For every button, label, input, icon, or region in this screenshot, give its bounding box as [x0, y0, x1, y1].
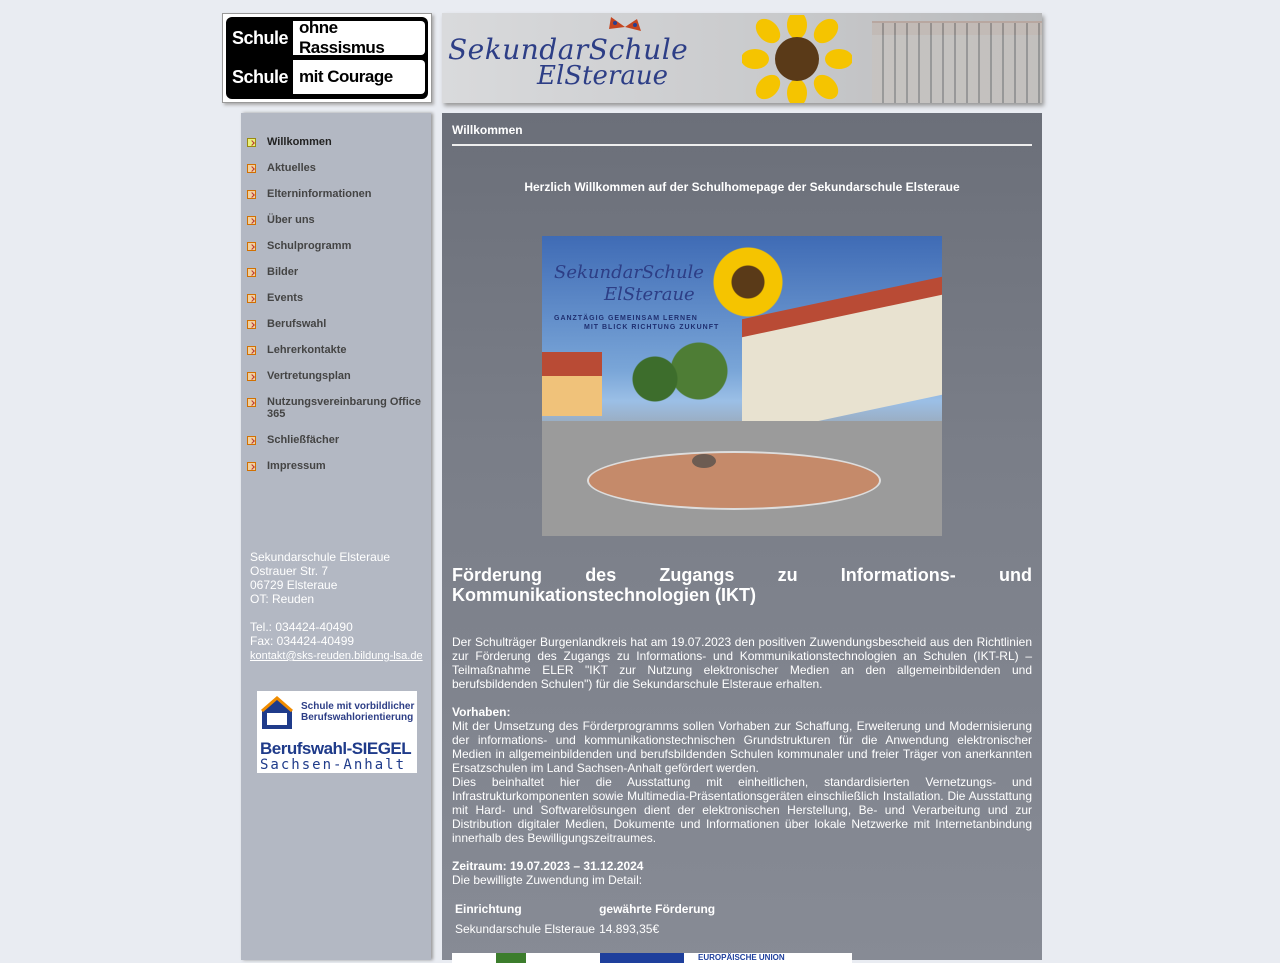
nav-item-label: Nutzungsvereinbarung Office 365 [267, 396, 422, 420]
funding-period: Zeitraum: 19.07.2023 – 31.12.2024 [452, 859, 644, 873]
table-header-row [453, 899, 717, 919]
banner-title-line2: ElSteraue [537, 61, 669, 91]
badge-line2: Berufswahlorientierung [301, 712, 414, 723]
nav-item-label: Elterninformationen [267, 188, 372, 200]
nav-item-willkommen[interactable] [241, 136, 431, 148]
school-photo [542, 236, 942, 536]
photo-slogan-line1: GANZTÄGIG GEMEINSAM LERNEN [554, 315, 698, 322]
eu-label: EUROPÄISCHE UNION [698, 953, 785, 962]
main-navigation [241, 136, 431, 486]
nav-item-label: Berufswahl [267, 318, 327, 330]
nav-item-label: Events [267, 292, 304, 304]
nav-arrow-icon [247, 138, 256, 147]
funding-table [453, 899, 717, 939]
nav-arrow-icon [247, 294, 256, 303]
nav-arrow-icon [247, 372, 256, 381]
nav-item-label: Impressum [267, 460, 326, 472]
badge-line1: Schule mit vorbildlicher [301, 701, 415, 712]
nav-item-label: Vertretungsplan [267, 370, 351, 382]
detail-intro: Die bewilligte Zuwendung im Detail: [452, 873, 643, 887]
school-banner [442, 13, 1042, 103]
address-street: Ostrauer Str. 7 [250, 564, 329, 578]
sidebar [241, 113, 431, 960]
logo-row2-left: Schule [229, 60, 293, 94]
page-title: Willkommen [452, 113, 1032, 146]
plans-label: Vorhaben: [452, 705, 511, 719]
address-phone: Tel.: 034424-40490 [250, 620, 353, 634]
nav-item-schulprogramm[interactable] [241, 240, 431, 252]
nav-item-aktuelles[interactable] [241, 162, 431, 174]
nav-arrow-icon [247, 320, 256, 329]
table-header-cell: gewährte Förderung [599, 902, 716, 916]
house-icon [260, 695, 294, 731]
table-cell: Sekundarschule Elsteraue [455, 922, 596, 936]
nav-arrow-icon [247, 268, 256, 277]
berufswahl-siegel-badge[interactable] [257, 691, 417, 773]
table-cell: 14.893,35€ [599, 922, 660, 936]
nav-item-schliessfaecher[interactable] [241, 434, 431, 446]
address-district: OT: Reuden [250, 592, 315, 606]
nav-arrow-icon [247, 436, 256, 445]
article-heading-line2: Kommunikationstechnologien (IKT) [452, 585, 756, 605]
nav-item-label: Willkommen [267, 136, 332, 148]
photo-title-line1: SekundarSchule [554, 262, 704, 283]
nav-item-label: Schulprogramm [267, 240, 352, 252]
nav-item-events[interactable] [241, 292, 431, 304]
address-city: 06729 Elsteraue [250, 578, 338, 592]
nav-item-vertretungsplan[interactable] [241, 370, 431, 382]
nav-item-elterninformationen[interactable] [241, 188, 431, 200]
nav-arrow-icon [247, 346, 256, 355]
banner-title-line1: SekundarSchule [448, 33, 689, 66]
email-link[interactable]: kontakt@sks-reuden.bildung-lsa.de [250, 650, 423, 662]
nav-arrow-icon [247, 462, 256, 471]
article-heading-line1: Förderung des Zugangs zu Informations- und [452, 565, 1032, 585]
nav-item-berufswahl[interactable] [241, 318, 431, 330]
sunflower-icon [710, 244, 786, 320]
photo-title-line2: ElSteraue [604, 284, 695, 305]
state-crest-icon [496, 953, 526, 963]
sunflower-icon [742, 15, 852, 103]
plans-paragraph: Mit der Umsetzung des Förderprogramms sollen Vorhaben zur Schaffung, Erweiterung und Modernisierung der informations- und kommunikationstechnischen Grundstrukturen für die Anwendung elektronischer Medien in allgemeinbildenden und berufsbildenden Schulen kommunaler und freier Träger von anerkannten Ersatzschulen im Land Sachsen-Anhalt gefördert werden. [452, 719, 1032, 775]
nav-item-nutzungsvereinbarung[interactable] [241, 396, 431, 420]
table-row [453, 919, 717, 939]
main-content [442, 113, 1042, 960]
nav-item-lehrerkontakte[interactable] [241, 344, 431, 356]
nav-arrow-icon [247, 398, 256, 407]
logo-row1-right: ohne Rassismus [293, 21, 425, 55]
nav-arrow-icon [247, 216, 256, 225]
schule-ohne-rassismus-logo [222, 13, 432, 103]
nav-item-label: Lehrerkontakte [267, 344, 347, 356]
article-heading [452, 565, 1032, 605]
logo-row2-right: mit Courage [293, 60, 425, 94]
table-header-cell: Einrichtung [455, 902, 522, 916]
intro-paragraph: Der Schulträger Burgenlandkreis hat am 19.07.2023 den positiven Zuwendungsbescheid aus den Richtlinien zur Förderung des Zugangs zu Informations- und Kommunikationstechnologien an Schulen (IKT-RL) – Teilmaßnahme ELER "IKT zur Nutzung elektronischer Medien an den allgemeinbildenden und berufsbildenden Schulen") für die Sekundarschule Elsteraue erhalten. [452, 635, 1032, 691]
nav-item-ueber-uns[interactable] [241, 214, 431, 226]
nav-item-label: Aktuelles [267, 162, 316, 174]
funding-logos [452, 953, 852, 963]
address-fax: Fax: 034424-40499 [250, 634, 355, 648]
address-name: Sekundarschule Elsteraue [250, 550, 391, 564]
nav-arrow-icon [247, 164, 256, 173]
badge-title: Berufswahl-SIEGEL [260, 739, 412, 758]
welcome-heading: Herzlich Willkommen auf der Schulhomepage der Sekundarschule Elsteraue [524, 180, 960, 194]
equipment-paragraph: Dies beinhaltet hier die Ausstattung mit einheitlichen, standardisierten Vernetzungs- und Infrastrukturkomponenten sowie Multimedia-Präsentationsgeräten einschließlich Installation. Die Ausstattung mit Hard- und Softwarelösungen dient der elektronischen Herstellung, Be- und Verarbeitung und zur Distribution digitaler Medien, Dokumente und Informationen über lokale Netzwerke mit Internetanbindung innerhalb des Bewilligungszeitraumes. [452, 775, 1032, 845]
nav-item-label: Schließfächer [267, 434, 340, 446]
photo-slogan-line2: MIT BLICK RICHTUNG ZUKUNFT [584, 324, 720, 331]
nav-arrow-icon [247, 190, 256, 199]
banner-building-image [872, 23, 1042, 103]
photo-slogan [554, 314, 719, 332]
nav-item-label: Über uns [267, 214, 315, 226]
eu-flag-icon [600, 953, 684, 963]
nav-item-impressum[interactable] [241, 460, 431, 472]
nav-item-label: Bilder [267, 266, 299, 278]
nav-arrow-icon [247, 242, 256, 251]
badge-state: Sachsen-Anhalt [260, 757, 407, 773]
nav-item-bilder[interactable] [241, 266, 431, 278]
logo-row1-left: Schule [229, 21, 293, 55]
school-address [250, 550, 423, 663]
